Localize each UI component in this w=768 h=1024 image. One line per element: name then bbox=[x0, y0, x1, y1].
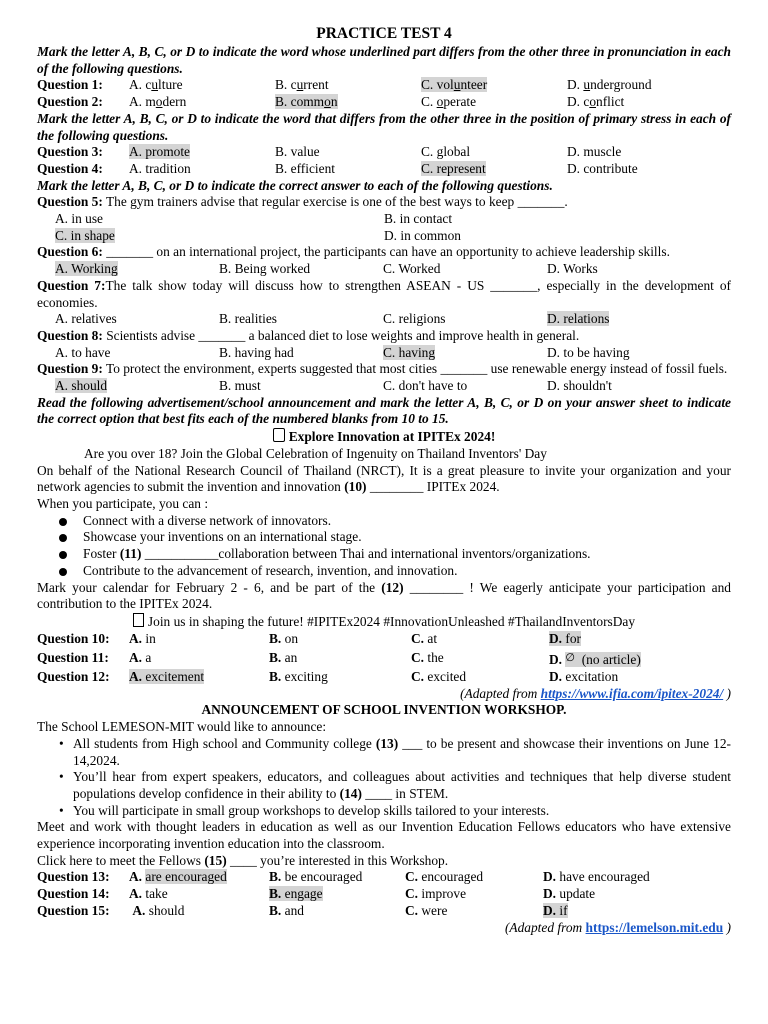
question-15: Question 15: A. should B. and C. were D. if bbox=[37, 902, 568, 918]
option-6d[interactable]: D. Works bbox=[547, 261, 598, 277]
option-7a[interactable]: A. relatives bbox=[55, 311, 117, 327]
question-7-options bbox=[37, 311, 731, 328]
option-11c[interactable]: C. the bbox=[411, 650, 444, 666]
option-4a[interactable]: A. tradition bbox=[129, 160, 191, 176]
question-5-options-row1 bbox=[37, 211, 731, 228]
announcement-paragraph-3: Click here to meet the Fellows (15) ____ you’re interested in this Workshop. bbox=[37, 852, 449, 868]
announcement-title: ANNOUNCEMENT OF SCHOOL INVENTION WORKSHOP. bbox=[201, 702, 567, 718]
announcement-list bbox=[37, 736, 731, 820]
option-1a[interactable]: A. culture bbox=[129, 77, 183, 93]
option-1b[interactable]: B. current bbox=[275, 77, 329, 93]
ad-paragraph-3: Mark your calendar for February 2 - 6, and be part of the (12) ________ ! We eagerly anticipate your participation and contribution to the IPITEx 2024. bbox=[37, 579, 731, 612]
option-10a[interactable]: A. in bbox=[129, 630, 156, 646]
option-3b[interactable]: B. value bbox=[275, 144, 320, 160]
option-13d[interactable]: D. have encouraged bbox=[543, 869, 650, 885]
option-7b[interactable]: B. realities bbox=[219, 311, 278, 327]
question-7-stem: Question 7:The talk show today will discuss how to strengthen ASEAN - US _______, especially in the development of economies. bbox=[37, 277, 731, 310]
option-13a[interactable]: A. are encouraged bbox=[129, 869, 227, 885]
practice-test bbox=[37, 24, 731, 936]
bullet-icon bbox=[59, 551, 67, 559]
option-7c[interactable]: C. religions bbox=[383, 311, 446, 327]
option-8c[interactable]: C. having bbox=[383, 344, 436, 360]
option-4c[interactable]: C. represent bbox=[421, 160, 486, 176]
instruction-correct-answer: Mark the letter A, B, C, or D to indicate the correct answer to each of the following questions. bbox=[37, 177, 553, 193]
option-5b[interactable]: B. in contact bbox=[384, 211, 453, 227]
option-14d[interactable]: D. update bbox=[543, 886, 596, 902]
option-4d[interactable]: D. contribute bbox=[567, 160, 638, 176]
page-title: PRACTICE TEST 4 bbox=[316, 25, 452, 42]
option-12a[interactable]: A. excitement bbox=[129, 669, 205, 685]
ad-benefits-list bbox=[37, 513, 731, 580]
list-item: Contribute to the advancement of research, invention, and innovation. bbox=[37, 563, 731, 580]
option-2c[interactable]: C. operate bbox=[421, 94, 477, 110]
instruction-pronunciation: Mark the letter A, B, C, or D to indicate the word whose underlined part differs from the other three in pronunciation in each of the following questions. bbox=[37, 44, 731, 76]
option-1c[interactable]: C. volunteer bbox=[421, 77, 488, 93]
ad-paragraph-2: When you participate, you can : bbox=[37, 495, 209, 511]
question-13: Question 13: A. are encouraged B. be encouraged C. encouraged D. have encouraged bbox=[37, 869, 650, 885]
list-item: Foster (11) ___________collaboration between Thai and international inventors/organizations. bbox=[37, 546, 731, 563]
ad-intro: Are you over 18? Join the Global Celebration of Ingenuity on Thailand Inventors' Day bbox=[84, 445, 547, 461]
question-8-options bbox=[37, 345, 731, 362]
option-15d[interactable]: D. if bbox=[543, 902, 568, 918]
option-3c[interactable]: C. global bbox=[421, 144, 471, 160]
option-14c[interactable]: C. improve bbox=[405, 886, 467, 902]
option-9d[interactable]: D. shouldn't bbox=[547, 378, 612, 394]
question-6-stem: Question 6: _______ on an international project, the participants can have an opportunity to achieve leadership skills. bbox=[37, 244, 670, 260]
question-14: Question 14: A. take B. engage C. improve D. update bbox=[37, 886, 596, 902]
source-citation-2: (Adapted from https://lemelson.mit.edu ) bbox=[504, 919, 731, 935]
option-9a[interactable]: A. should bbox=[55, 378, 108, 394]
instruction-stress: Mark the letter A, B, C, or D to indicate the word that differs from the other three in the position of primary stress in each of the following questions. bbox=[37, 110, 731, 143]
option-8b[interactable]: B. having had bbox=[219, 344, 294, 360]
list-item: • All students from High school and Community college (13) ___ to be present and showcase their inventions on June 12-14,2024. bbox=[59, 735, 731, 768]
option-6b[interactable]: B. Being worked bbox=[219, 261, 311, 277]
option-4b[interactable]: B. efficient bbox=[275, 160, 335, 176]
list-item: Showcase your inventions on an international stage. bbox=[37, 529, 731, 546]
ad-tagline: Join us in shaping the future! #IPITEx2024 #InnovationUnleashed #ThailandInventorsDay bbox=[37, 613, 731, 631]
list-item: • You’ll hear from expert speakers, educators, and colleagues about activities and techniques that help diverse student populations develop confidence in their ability to (14) ____ in STEM. bbox=[59, 769, 731, 801]
option-11b[interactable]: B. an bbox=[269, 650, 298, 666]
option-13c[interactable]: C. encouraged bbox=[405, 869, 484, 885]
question-3: Question 3: A. promote B. value C. global D. muscle bbox=[37, 144, 622, 160]
option-5a[interactable]: A. in use bbox=[55, 211, 103, 227]
ad-title: Explore Innovation at IPITEx 2024! bbox=[37, 428, 731, 446]
option-2a[interactable]: A. modern bbox=[129, 94, 187, 110]
light-bulb-icon bbox=[273, 428, 285, 442]
question-8-stem: Question 8: Scientists advise _______ a balanced diet to lose weights and improve health in general. bbox=[37, 327, 580, 343]
option-15c[interactable]: C. were bbox=[405, 902, 448, 918]
option-8a[interactable]: A. to have bbox=[55, 344, 111, 360]
bullet-icon: • bbox=[59, 735, 64, 751]
bullet-icon: • bbox=[59, 802, 64, 818]
question-11: Question 11: A. a B. an C. the D. ∅ (no article) bbox=[37, 650, 641, 668]
option-11d[interactable]: D. ∅ (no article) bbox=[549, 652, 641, 668]
option-13b[interactable]: B. be encouraged bbox=[269, 869, 363, 885]
option-11a[interactable]: A. a bbox=[129, 650, 152, 666]
list-item: • You will participate in small group workshops to develop skills tailored to your interests. bbox=[59, 802, 550, 818]
bullet-icon bbox=[59, 518, 67, 526]
empty-set-icon: ∅ bbox=[565, 652, 575, 665]
option-12c[interactable]: C. excited bbox=[411, 669, 467, 685]
question-2: Question 2: A. modern B. common C. operate D. conflict bbox=[37, 94, 625, 110]
bullet-icon bbox=[59, 568, 67, 576]
option-8d[interactable]: D. to be having bbox=[547, 344, 630, 360]
question-9-stem: Question 9: To protect the environment, experts suggested that most cities _______ use renewable energy instead of fossil fuels. bbox=[37, 361, 728, 377]
bullet-icon: • bbox=[59, 769, 64, 785]
option-15a[interactable]: A. should bbox=[132, 902, 185, 918]
source-link-lemelson[interactable]: https://lemelson.mit.edu bbox=[585, 919, 724, 935]
ad-paragraph-1: On behalf of the National Research Council of Thailand (NRCT), It is a great pleasure to invite your organization and your network agencies to submit the invention and innovation (10) ________ IPITEx 2024. bbox=[37, 462, 731, 495]
option-15b[interactable]: B. and bbox=[269, 902, 304, 918]
question-9-options bbox=[37, 378, 731, 395]
option-12d[interactable]: D. excitation bbox=[549, 669, 619, 685]
option-9b[interactable]: B. must bbox=[219, 378, 261, 394]
option-6a[interactable]: A. Working bbox=[55, 261, 118, 277]
option-2d[interactable]: D. conflict bbox=[567, 94, 625, 110]
option-6c[interactable]: C. Worked bbox=[383, 261, 441, 277]
source-citation-1: (Adapted from https://www.ifia.com/ipitex-2024/ ) bbox=[460, 685, 731, 701]
option-10d[interactable]: D. for bbox=[549, 630, 582, 646]
option-5d[interactable]: D. in common bbox=[384, 227, 461, 243]
source-link-ifia[interactable]: https://www.ifia.com/ipitex-2024/ bbox=[540, 685, 724, 701]
option-9c[interactable]: C. don't have to bbox=[383, 378, 468, 394]
question-5-stem: Question 5: The gym trainers advise that regular exercise is one of the best ways to keep _______. bbox=[37, 194, 568, 210]
option-14b[interactable]: B. engage bbox=[269, 886, 323, 902]
option-7d[interactable]: D. relations bbox=[547, 311, 610, 327]
question-6-options bbox=[37, 261, 731, 278]
question-5-options-row2 bbox=[37, 228, 731, 245]
rocket-icon bbox=[133, 613, 144, 627]
option-2b[interactable]: B. common bbox=[275, 94, 338, 110]
option-1d[interactable]: D. underground bbox=[567, 77, 652, 93]
announcement-paragraph-2: Meet and work with thought leaders in education as well as our Invention Education Fellows educators who have extensive experience incorporating invention education into the classroom. bbox=[37, 819, 731, 852]
list-item: Connect with a diverse network of innovators. bbox=[37, 513, 731, 530]
instruction-reading: Read the following advertisement/school announcement and mark the letter A, B, C, or D on your answer sheet to indicate the correct option that best fits each of the numbered blanks from 10 to 15. bbox=[37, 394, 731, 427]
option-12b[interactable]: B. exciting bbox=[269, 669, 328, 685]
option-10b[interactable]: B. on bbox=[269, 630, 299, 646]
option-10c[interactable]: C. at bbox=[411, 630, 438, 646]
bullet-icon bbox=[59, 534, 67, 542]
announcement-intro: The School LEMESON-MIT would like to announce: bbox=[37, 719, 327, 735]
question-12: Question 12: A. excitement B. exciting C. excited D. excitation bbox=[37, 669, 619, 685]
option-14a[interactable]: A. take bbox=[129, 886, 168, 902]
question-10: Question 10: A. in B. on C. at D. for bbox=[37, 630, 582, 646]
question-1: Question 1: A. culture B. current C. volunteer D. underground bbox=[37, 77, 652, 93]
option-3d[interactable]: D. muscle bbox=[567, 144, 622, 160]
option-5c[interactable]: C. in shape bbox=[55, 227, 115, 243]
question-4: Question 4: A. tradition B. efficient C. represent D. contribute bbox=[37, 160, 638, 176]
option-3a[interactable]: A. promote bbox=[129, 144, 190, 160]
